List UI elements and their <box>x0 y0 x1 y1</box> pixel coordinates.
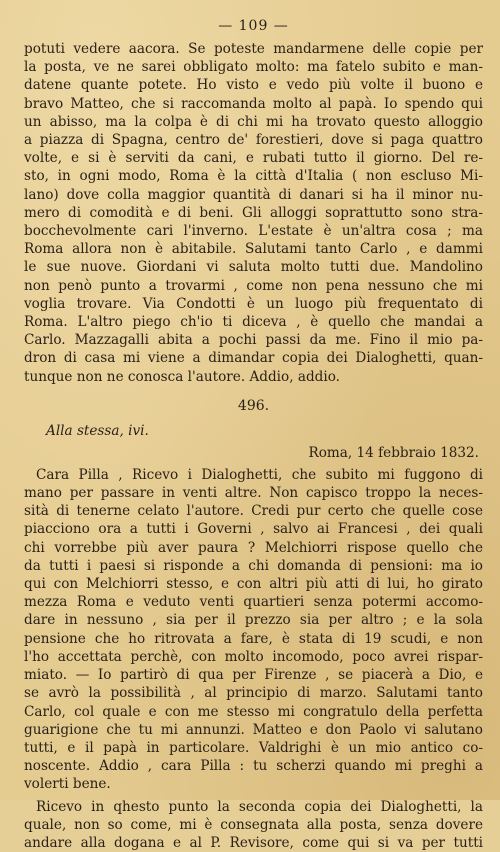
text-line: Cara Pilla , Ricevo i Dialoghetti, che subito mi fuggono di <box>36 466 483 483</box>
text-line: miato. — Io partirò di qua per Firenze , se piacerà a Dio, e <box>24 667 483 684</box>
paragraph-3 <box>24 798 483 852</box>
text-line: Carlo. Mazzagalli abita a pochi passi da me. Fino il mio pa- <box>24 332 483 349</box>
text-line: quale, non so come, mi è consegnata alla posta, senza dovere <box>24 816 483 833</box>
text-line: bocchevolmente cari l'inverno. L'estate è un'altra cosa ; ma <box>24 223 483 240</box>
text-line: qui con Melchiorri stesso, e con altri più atti di lui, ho girato <box>24 576 483 593</box>
text-line: dron di casa mi viene a dimandar copia dei Dialoghetti, quan- <box>24 350 483 367</box>
text-line: guarigione che tu mi annunzi. Matteo e don Paolo vi salutano <box>24 721 483 738</box>
text-line: un abisso, ma la colpa è di chi mi ha trovato questo alloggio <box>24 113 483 130</box>
text-line: le sue nuove. Giordani vi saluta molto tutti due. Mandolino <box>24 259 483 276</box>
text-line: a piazza di Spagna, centro de' forestieri, dove si paga quattro <box>24 132 483 149</box>
text-line: tunque non ne conosca l'autore. Addio, addio. <box>24 368 340 385</box>
text-line: volerti bene. <box>24 776 111 793</box>
letter-addressee: Alla stessa, ivi. <box>46 422 149 439</box>
text-line: datene quante potete. Ho visto e vedo più volte il buono e <box>24 77 483 94</box>
text-line: potuti vedere aacora. Se poteste mandarmene delle copie per <box>24 41 483 57</box>
text-line: chi vorrebbe più aver paura ? Melchiorri rispose quello che <box>24 539 483 556</box>
text-line: piacciono ora a tutti i Governi , salvo ai Francesi , dei quali <box>24 521 483 538</box>
text-line: la posta, ve ne sarei obbligato molto: ma fatelo subito e man- <box>24 59 483 76</box>
letter-dateline: Roma, 14 febbraio 1832. <box>308 444 479 461</box>
paragraph-2 <box>24 466 483 794</box>
text-line: se avrò la possibilità , al principio di marzo. Salutami tanto <box>24 685 483 702</box>
text-line: volte, e si è serviti da cani, e rubati tutto il giorno. Del re- <box>24 150 483 167</box>
text-line: l'ho accettata perchè, con molto incomodo, poco avrei rispar- <box>24 648 483 665</box>
text-line: lano) dove colla maggior quantità di danari si ha il minor nu- <box>24 186 483 203</box>
text-line: Roma allora non è abitabile. Salutami tanto Carlo , e dammi <box>24 241 483 258</box>
text-line: bravo Matteo, che si raccomanda molto al papà. Io spendo qui <box>24 95 483 112</box>
text-line: da tutti i paesi si risponde a chi domanda di pensioni: ma io <box>24 557 483 574</box>
text-line: pensione che ho ritrovata a fare, è stata di 19 scudi, e non <box>24 630 483 647</box>
letter-number: 496. <box>237 397 270 414</box>
text-line: noscente. Addio , cara Pilla : tu scherzi quando mi preghi a <box>24 758 483 775</box>
text-line: andare alla dogana e al P. Revisore, come qui si va per tutti <box>24 834 483 851</box>
text-line: tutti, e il papà in particolare. Valdrighi è un mio antico co- <box>24 739 483 756</box>
text-line: mano per passare in venti altre. Non capisco troppo la neces- <box>24 485 483 502</box>
text-line: mero di comodità e di beni. Gli alloggi soprattutto sono stra- <box>24 204 483 221</box>
text-line: dare in nessuno , sia per il prezzo sia per altro ; e la sola <box>24 612 483 629</box>
text-line: Ricevo in qhesto punto la seconda copia dei Dialoghetti, la <box>36 798 483 815</box>
text-line: mezza Roma e veduto venti quartieri senza potermi accomo- <box>24 594 483 611</box>
text-line: voglia trovare. Via Condotti è un luogo più frequentato di <box>24 295 483 312</box>
text-line: Carlo, col quale e con me stesso mi congratulo della perfetta <box>24 703 483 720</box>
text-line: non penò punto a trovarmi , come non pena nessuno che mi <box>24 277 483 294</box>
page-header: — 109 — <box>218 18 289 34</box>
text-line: sto, in ogni modo, Roma è la città d'Italia ( non escluso Mi- <box>24 168 483 185</box>
text-line: sità di tenerne celato l'autore. Credi pur certo che quelle cose <box>24 503 483 520</box>
paragraph-1 <box>24 40 483 386</box>
text-line: Roma. L'altro piego ch'io ti diceva , è quello che mandai a <box>24 314 483 331</box>
